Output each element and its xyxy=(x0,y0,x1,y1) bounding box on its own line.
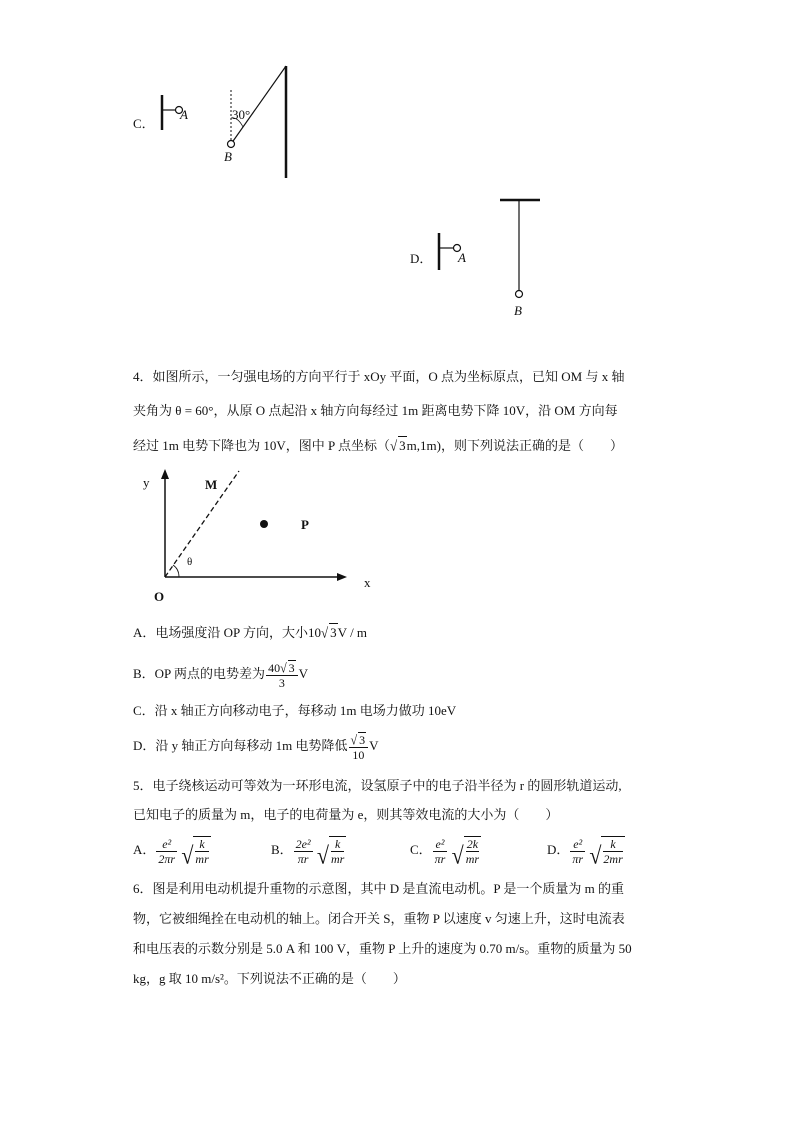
coordinate-figure xyxy=(135,465,385,610)
q4-line-2: 夹角为 θ = 60°，从原 O 点起沿 x 轴方向每经过 1m 距离电势下降 10V，沿 OM 方向每 xyxy=(133,403,618,418)
label-b-c: B xyxy=(224,149,232,164)
charge-b-ball xyxy=(516,291,523,298)
option-c-diagram xyxy=(150,60,300,185)
string-line xyxy=(231,66,286,144)
q5-line-1: 5．电子绕核运动可等效为一环形电流，设氢原子中的电子沿半径为 r 的圆形轨道运动, xyxy=(133,778,622,793)
charge-b-ball xyxy=(228,141,235,148)
q5-line-2: 已知电子的质量为 m，电子的电荷量为 e，则其等效电流的大小为（ ） xyxy=(133,807,559,822)
q4-line-3: 经过 1m 电势下降也为 10V，图中 P 点坐标（√ 3m,1m)，则下列说法正确的是（ ） xyxy=(133,437,623,454)
om-dashed-line xyxy=(165,471,239,577)
point-p xyxy=(260,520,268,528)
option-d-diagram xyxy=(430,193,550,303)
label-b-d: B xyxy=(514,303,522,318)
q4-option-b: B．OP 两点的电势差为 $\frac{40√ 3}{3}$ V xyxy=(133,660,309,691)
fig-x-label: x xyxy=(364,575,371,590)
q4-option-d: D．沿 y 轴正方向每移动 1m 电势降低 $\frac{√ 3}{10}$ V xyxy=(133,732,379,763)
fig-origin-label: O xyxy=(154,589,165,604)
option-d-label: D． xyxy=(410,251,433,266)
q6-line-1: 6．图是利用电动机提升重物的示意图，其中 D 是直流电动机。P 是一个质量为 m 的重 xyxy=(133,881,624,896)
q5-option-b: B． $\frac{\text{2e²}}{\pi r}$ √ $\frac{k}{mr}$ xyxy=(271,836,345,870)
fig-y-label: y xyxy=(143,475,150,490)
q6-line-2: 物，它被细绳拴在电动机的轴上。闭合开关 S，重物 P 以速度 v 匀速上升，这时电流表 xyxy=(133,911,625,926)
angle-label: 30° xyxy=(232,107,251,122)
q4-option-a: A．电场强度沿 OP 方向，大小10√ 3V / m xyxy=(133,624,368,641)
fig-m-label: M xyxy=(205,477,218,492)
theta-arc xyxy=(173,565,179,577)
option-c-label: C． xyxy=(133,116,155,131)
q4-line-1: 4．如图所示，一匀强电场的方向平行于 xOy 平面，O 点为坐标原点，已知 OM 与 x 轴 xyxy=(133,369,625,384)
q5-option-a: A． $\frac{\text{e²}}{2\pi r}$ √ $\frac{k}{mr}$ xyxy=(133,836,209,870)
label-a-d: A xyxy=(458,250,466,265)
fig-p-label: P xyxy=(301,517,309,532)
q6-line-3: 和电压表的示数分别是 5.0 A 和 100 V，重物 P 上升的速度为 0.70 m/s。重物的质量为 50 xyxy=(133,941,632,956)
q5-option-c: C． $\frac{\text{e²}}{\pi r}$ √ $\frac{2k}{mr}$ xyxy=(410,836,480,870)
q6-line-4: kg，g 取 10 m/s²。下列说法不正确的是（ ） xyxy=(133,971,406,986)
x-axis-arrow xyxy=(337,573,347,581)
fig-theta-label: θ xyxy=(187,556,193,568)
y-axis-arrow xyxy=(161,469,169,479)
q5-option-d: D． $\frac{\text{e²}}{\pi r}$ √ $\frac{k}{2mr}$ xyxy=(547,836,623,870)
label-a-c: A xyxy=(180,107,188,122)
q4-option-c: C．沿 x 轴正方向移动电子，每移动 1m 电场力做功 10eV xyxy=(133,703,457,718)
